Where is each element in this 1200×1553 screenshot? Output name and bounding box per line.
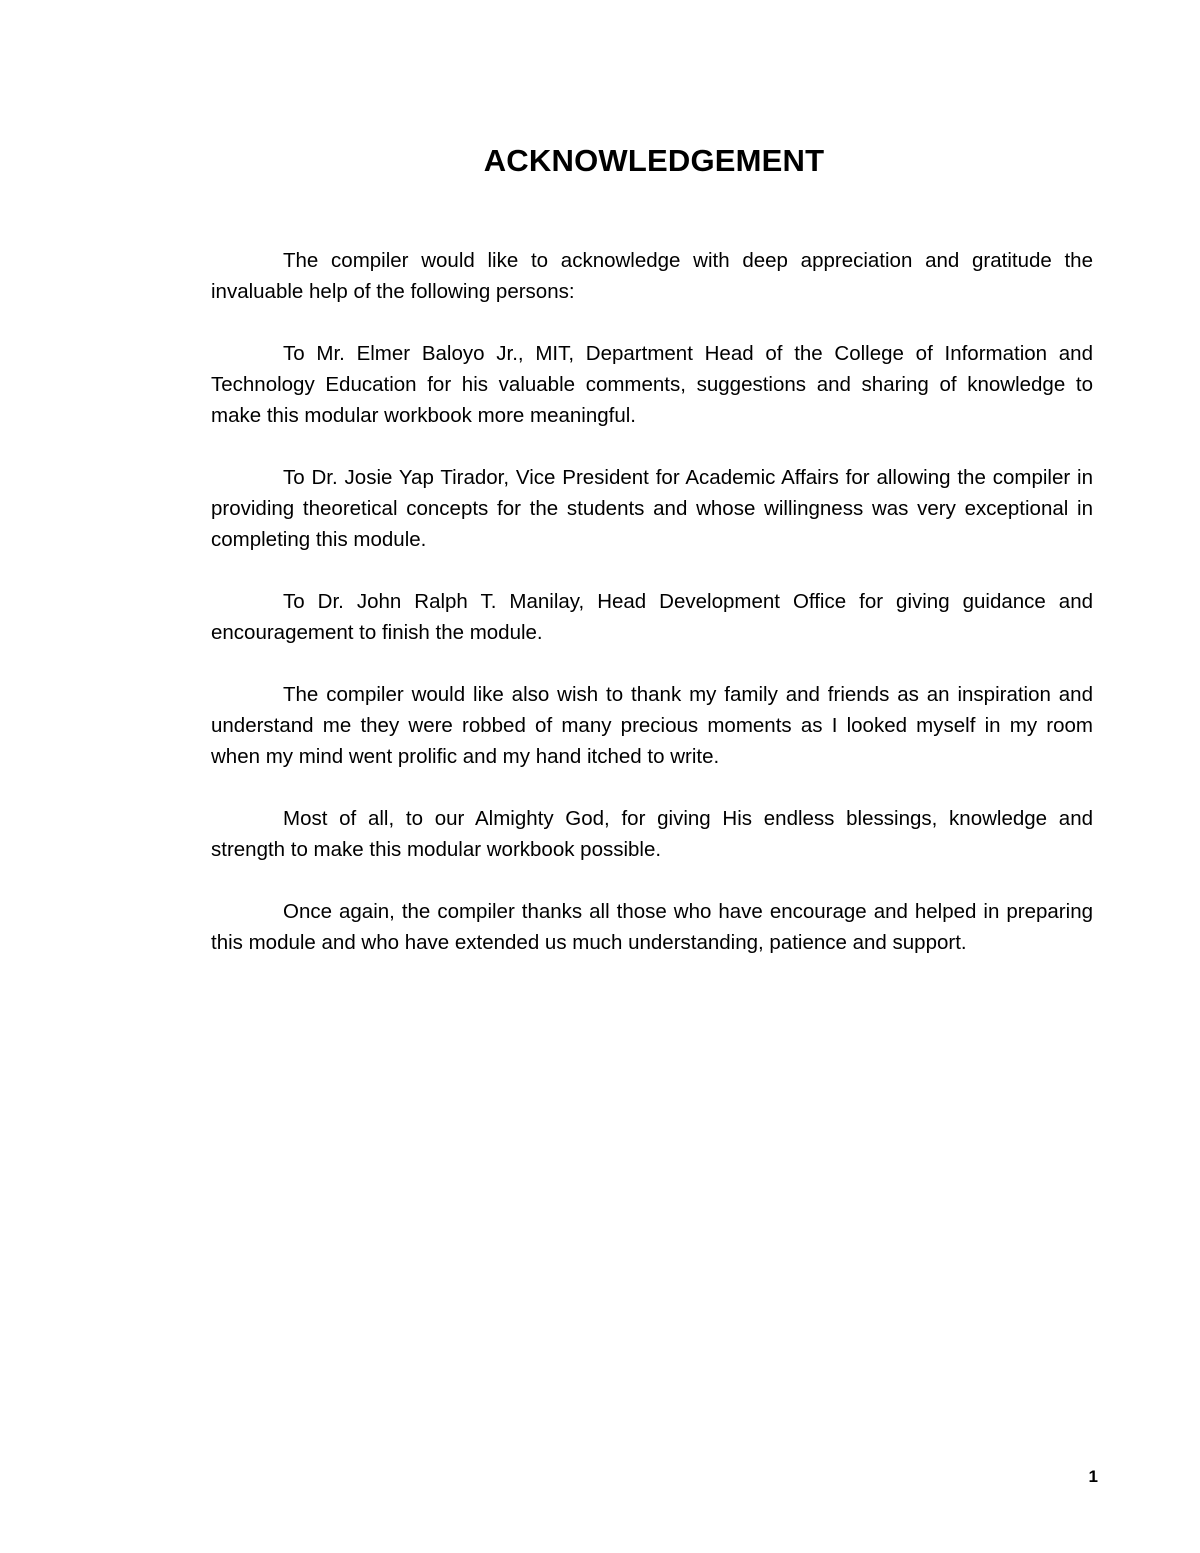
paragraph-god: Most of all, to our Almighty God, for giving His endless blessings, knowledge and strength to make this modular workbook possible. — [211, 807, 1093, 861]
page-number: 1 — [1088, 1467, 1098, 1486]
paragraph-manilay: To Dr. John Ralph T. Manilay, Head Development Office for giving guidance and encouragement to finish the module. — [211, 590, 1093, 644]
document-body — [211, 245, 1093, 989]
paragraph-closing: Once again, the compiler thanks all those who have encourage and helped in preparing this module and who have extended us much understanding, patience and support. — [211, 900, 1093, 954]
page-title: ACKNOWLEDGEMENT — [483, 143, 825, 178]
paragraph-intro: The compiler would like to acknowledge with deep appreciation and gratitude the invaluable help of the following persons: — [211, 249, 1093, 303]
paragraph-baloyo: To Mr. Elmer Baloyo Jr., MIT, Department Head of the College of Information and Technology Education for his valuable comments, suggestions and sharing of knowledge to make this modular workbook more meaningful. — [211, 342, 1093, 427]
paragraph-family: The compiler would like also wish to thank my family and friends as an inspiration and understand me they were robbed of many precious moments as I looked myself in my room when my mind went prolific and my hand itched to write. — [211, 683, 1093, 768]
paragraph-tirador: To Dr. Josie Yap Tirador, Vice President for Academic Affairs for allowing the compiler in providing theoretical concepts for the students and whose willingness was very exceptional in completing this module. — [211, 466, 1093, 551]
